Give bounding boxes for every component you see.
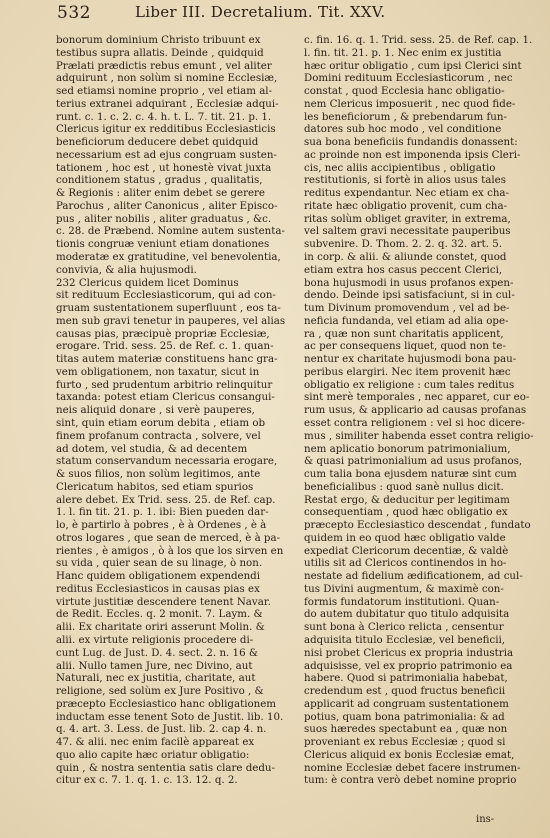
text-line: de Redit. Eccles. q. 2 monit. 7. Laym. & (56, 608, 263, 621)
text-line: do autem dubitatur quo titulo adquisita (304, 608, 510, 621)
text-line: bona hujusmodi in usus profanos expen- (304, 276, 514, 289)
text-line: expediat Clericorum decentiæ, & valdè (304, 544, 509, 557)
page-number: 532 (57, 3, 91, 23)
text-line: sint merè temporales , nec apparet, cur eo- (304, 391, 530, 404)
text-line: nentur ex charitate hujusmodi bona pau- (304, 353, 517, 366)
text-line: alii. Ex charitate oriri asserunt Molin. & (56, 621, 265, 634)
text-line: applicarit ad congruam sustentationem (304, 697, 509, 710)
text-line: obligatio ex religione : cum tales reditus (304, 378, 515, 391)
text-line: mus , similiter habenda esset contra religio- (304, 429, 534, 442)
text-line: nem Clericus imposuerit , nec quod fide- (304, 97, 516, 110)
text-line: taxanda: potest etiam Clericus consangui- (56, 391, 275, 404)
text-line: sed etiamsi nomine proprio , vel etiam al- (56, 85, 273, 98)
text-line: sint, quin etiam eorum debita , etiam ob (56, 416, 266, 429)
text-line: tum Divinum promovendum , vel ad be- (304, 302, 510, 315)
text-line: proveniant ex rebus Ecclesiæ ; quod si (304, 736, 506, 749)
text-line: alere debet. Ex Trid. sess. 25. de Ref. cap. (56, 493, 276, 506)
text-line: utilis sit ad Clericos continendos in ho- (304, 557, 507, 570)
text-line: Clericatum habitos, sed etiam spurios (56, 480, 254, 493)
text-line: q. 4. art. 3. Less. de Just. lib. 2. cap 4. n. (56, 723, 267, 736)
text-line: c. 28. de Præbend. Nomine autem sustenta- (56, 225, 285, 238)
text-line: tionis congruæ veniunt etiam donationes (56, 238, 270, 251)
text-line: runt. c. 1. c. 2. c. 4. h. t. L. 7. tit. 21. p. 1. (56, 110, 272, 123)
text-line: formis fundatorum institutioni. Quan- (304, 595, 500, 608)
text-line: furto , sed prudentum arbitrio relinquitur (56, 378, 273, 391)
text-line: tus Divini augmentum, & maximè con- (304, 582, 504, 595)
text-line: ra , quæ non sunt charitatis applicent, (304, 327, 504, 340)
text-line: & quasi patrimonialium ad usus profanos, (304, 455, 523, 468)
text-line: suos hæredes spectabunt ea , quæ non (304, 723, 508, 736)
text-line: alii. Nullo tamen Jure, nec Divino, aut (56, 659, 253, 672)
text-line: bonorum dominium Christo tribuunt ex (56, 34, 261, 46)
text-line: adquirunt , non solùm si nomine Ecclesiæ, (56, 72, 278, 85)
text-line: præcepto Ecclesiastico hanc obligationem (56, 697, 277, 710)
text-line: titas autem materiæ constituens hanc gra- (56, 353, 278, 366)
text-line: testibus supra allatis. Deinde , quidquid (56, 46, 264, 59)
text-line: beneficiorum deducere debet quidquid (56, 136, 259, 149)
text-line: reditus expendantur. Nec etiam ex cha- (304, 187, 510, 200)
text-line: quin , & nostra sententia satis clare dedu- (56, 761, 275, 774)
text-line: les beneficiorum , & prebendarum fun- (304, 110, 507, 123)
text-line: 1. l. fin tit. 21. p. 1. ibi: Bien pueden dar- (56, 506, 269, 519)
text-line: nomine Ecclesiæ debet facere instrumen- (304, 761, 521, 774)
text-line: in corp. & alii. & aliunde constet, quod (304, 251, 507, 264)
text-line: c. fin. 16. q. 1. Trid. sess. 25. de Ref. cap. 1. (304, 34, 533, 46)
text-line: beneficialibus : quod sanè nullus dicit. (304, 480, 504, 493)
text-line: citur ex c. 7. 1. q. 1. c. 13. 12. q. 2. (56, 774, 238, 787)
text-line: Hanc quidem obligationem expendendi (56, 570, 261, 583)
text-line: nestate ad fidelium ædificationem, ad cul- (304, 570, 523, 583)
left-text-column (56, 34, 299, 787)
text-line: alii. ex virtute religionis procedere di- (56, 633, 254, 646)
text-line: ad dotem, vel studia, & ad decentem (56, 442, 248, 455)
text-line: Restat ergo, & deducitur per legitimam (304, 493, 510, 506)
text-line: nisi probet Clericus ex propria industria (304, 646, 514, 659)
text-line: cunt Lug. de Just. D. 4. sect. 2. n. 16 & (56, 646, 258, 659)
text-line: quidem in eo quod hæc obligatio valde (304, 531, 506, 544)
text-line: habere. Quod si patrimonialia habebat, (304, 672, 508, 685)
text-line: constat , quod Ecclesia hanc obligatio- (304, 85, 505, 98)
text-line: religione, sed solùm ex Jure Positivo , & (56, 685, 264, 698)
text-line: causas pias, præcipuè propriæ Ecclesiæ, (56, 327, 270, 340)
text-line: gruam sustentationem superfluunt , eos ta- (56, 302, 281, 315)
text-line: virtute justitiæ descendere tenent Navar. (56, 595, 271, 608)
text-line: hæc oritur obligatio , cum ipsi Clerici sint (304, 59, 522, 72)
text-line: Parochus , aliter Canonicus , aliter Episco- (56, 199, 278, 212)
text-line: erogare. Trid. sess. 25. de Ref. c. 1. quan- (56, 340, 274, 353)
catchword: ins- (476, 814, 495, 825)
text-line: men sub gravi tenetur in pauperes, vel alias (56, 314, 286, 327)
text-line: Naturali, nec ex justitia, charitate, aut (56, 672, 256, 685)
text-line: lo, è partirlo à pobres , è à Ordenes , è à (56, 519, 267, 532)
text-line: 47. & alii. nec enim facilè appareat ex (56, 736, 255, 749)
text-line: ritate hæc obligatio provenit, cum cha- (304, 199, 508, 212)
text-line: sunt bona à Clerico relicta , censentur (304, 621, 504, 634)
text-line: l. fin. tit. 21. p. 1. Nec enim ex justitia (304, 46, 502, 59)
text-line: Domini redituum Ecclesiasticorum , nec (304, 72, 513, 85)
text-line: cis, nec aliis accipientibus , obligatio (304, 161, 496, 174)
text-line: esset contra religionem : vel si hoc dicere- (304, 416, 525, 429)
text-line: reditus Ecclesiasticos in causas pias ex (56, 582, 260, 595)
text-line: & suos filios, non solùm legitimos, ante (56, 468, 261, 481)
text-line: vem obligationem, non taxatur, sicut in (56, 365, 260, 378)
text-line: datores sub hoc modo , vel conditione (304, 123, 502, 136)
running-title: Liber III. Decretalium. Tit. XXV. (135, 3, 386, 21)
text-line: necessarium est ad ejus congruam susten- (56, 148, 277, 161)
text-line: potius, quam bona patrimonialia: & ad (304, 710, 505, 723)
text-line: rientes , è amigos , ò à los que los sirven en (56, 544, 284, 557)
right-text-column (304, 34, 538, 787)
text-line: ac per consequens liquet, quod non te- (304, 340, 506, 353)
text-line: finem profanum contracta , solvere, vel (56, 429, 261, 442)
text-line: neis aliquid donare , si verè pauperes, (56, 404, 255, 417)
text-line: convivia, & alia hujusmodi. (56, 263, 197, 276)
text-line: nem aplicatio bonorum patrimonialium, (304, 442, 511, 455)
text-line: peribus elargiri. Nec item provenit hæc (304, 365, 511, 378)
text-line: Clericus igitur ex redditibus Ecclesiasticis (56, 123, 276, 136)
text-line: consequentiam , quod hæc obligatio ex (304, 506, 508, 519)
text-line: rum usus, & applicario ad causas profanas (304, 404, 527, 417)
text-line: cum talia bona ejusdem naturæ sint cum (304, 468, 517, 481)
text-line: & Regionis : aliter enim debet se gerere (56, 187, 265, 200)
text-line: tum: è contra verò debet nomine proprio (304, 774, 517, 787)
text-line: statum conservandum necessaria erogare, (56, 455, 278, 468)
text-line: quo alio capite hæc oriatur obligatio: (56, 748, 250, 761)
text-line: Clericus aliquid ex bonis Ecclesiæ emat, (304, 748, 515, 761)
text-line: moderatæ ex gratitudine, vel benevolentia, (56, 251, 281, 264)
text-line: vel saltem gravi necessitate pauperibus (304, 225, 511, 238)
text-line: tationem , hoc est , ut honestè vivat juxta (56, 161, 272, 174)
text-line: ritas solùm obliget graviter, in extrema, (304, 212, 511, 225)
text-line: terius extranei adquirant , Ecclesiæ adqui- (56, 97, 279, 110)
text-line: sua bona beneficiis fundandis donassent: (304, 136, 518, 149)
text-line: otros logares , que sean de merced, è à pa- (56, 531, 281, 544)
text-line: etiam extra hos casus peccent Clerici, (304, 263, 503, 276)
text-line: Prælati prædictis rebus emunt , vel aliter (56, 59, 272, 72)
text-line: dendo. Deinde ipsi satisfaciunt, si in cul- (304, 289, 515, 302)
text-line: subvenire. D. Thom. 2. 2. q. 32. art. 5. (304, 238, 502, 251)
text-line: conditionem status , gradus , qualitatis, (56, 174, 263, 187)
text-line: credendum est , quod fructus beneficii (304, 685, 506, 698)
text-line: su vida , quier sean de su linage, ò non. (56, 557, 263, 570)
text-line: adquisisse, vel ex proprio patrimonio ea (304, 659, 513, 672)
text-line: 232 Clericus quidem licet Dominus (56, 276, 239, 289)
text-line: adquisita titulo Ecclesiæ, vel beneficii, (304, 633, 506, 646)
text-line: sit redituum Ecclesiasticorum, qui ad con- (56, 289, 276, 302)
text-line: neficia fundanda, vel etiam ad alia ope- (304, 314, 509, 327)
text-line: inductam esse tenent Soto de Justit. lib. 10. (56, 710, 284, 723)
text-line: præcepto Ecclesiastico descendat , fundato (304, 519, 531, 532)
text-line: pus , aliter nobilis , aliter graduatus , &c. (56, 212, 272, 225)
page-header (57, 0, 535, 34)
text-line: restitutionis, si fortè in alios usus tales (304, 174, 506, 187)
text-line: ac proinde non est imponenda ipsis Cleri- (304, 148, 521, 161)
